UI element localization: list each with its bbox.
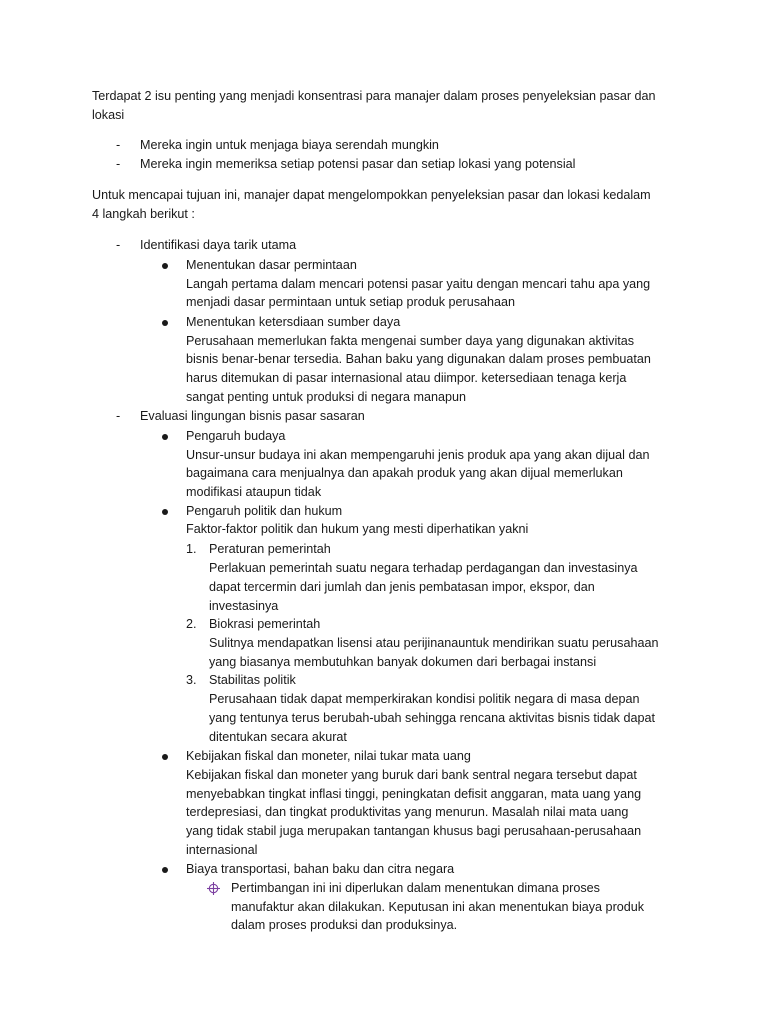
- para2-line-2: 4 langkah berikut :: [92, 207, 195, 221]
- step1-bullet2-title: Menentukan ketersdiaan sumber daya: [186, 315, 401, 329]
- step2-bullet3-text: Kebijakan fiskal dan moneter yang buruk dari bank sentral negara tersebut dapat: [186, 768, 637, 782]
- numbered-marker: 2.: [186, 617, 197, 631]
- sub-bullet-text: manufaktur akan dilakukan. Keputusan ini akan menentukan biaya produk: [231, 900, 645, 914]
- step2-bullet3-text: internasional: [186, 843, 258, 857]
- sub-bullet-text: dalam proses produksi dan produksinya.: [231, 918, 458, 932]
- step2-bullet1-title: Pengaruh budaya: [186, 429, 286, 443]
- numbered-item-text: investasinya: [209, 599, 279, 613]
- numbered-item-title: Biokrasi pemerintah: [209, 617, 321, 631]
- numbered-item-text: yang tentunya terus berubah-ubah sehingga rencana aktivitas bisnis tidak dapat: [209, 711, 655, 725]
- step2-bullet4-title: Biaya transportasi, bahan baku dan citra negara: [186, 862, 455, 876]
- intro-line-2: lokasi: [92, 108, 125, 122]
- dash-marker: -: [116, 238, 121, 252]
- numbered-item-title: Stabilitas politik: [209, 673, 296, 687]
- step2-bullet3-text: terdepresiasi, dan tingkat produktivitas yang menurun. Masalah nilai mata uang: [186, 805, 629, 819]
- numbered-item-text: yang biasanya membutuhkan banyak dokumen dari berbagai instansi: [209, 655, 597, 669]
- step2-bullet2-text: Faktor-faktor politik dan hukum yang mesti diperhatikan yakni: [186, 522, 529, 536]
- numbered-item-text: Perusahaan tidak dapat memperkirakan kondisi politik negara di masa depan: [209, 692, 640, 706]
- step2-bullet3-text: menyebabkan tingkat inflasi tinggi, peningkatan defisit anggaran, mata uang yang: [186, 787, 642, 801]
- step1-bullet2-text: bisnis benar-benar tersedia. Bahan baku yang digunakan dalam proses pembuatan: [186, 352, 651, 366]
- step1-title: Identifikasi daya tarik utama: [140, 238, 297, 252]
- step1-bullet1-text: Langah pertama dalam mencari potensi pasar yaitu dengan mencari tahu apa yang: [186, 277, 651, 291]
- step2-title: Evaluasi lingungan bisnis pasar sasaran: [140, 409, 365, 423]
- numbered-marker: 1.: [186, 542, 197, 556]
- numbered-item-text: Sulitnya mendapatkan lisensi atau perijinanauntuk mendirikan suatu perusahaan: [209, 636, 659, 650]
- step2-bullet1-text: modifikasi ataupun tidak: [186, 485, 322, 499]
- step1-bullet1-text: menjadi dasar permintaan untuk setiap produk perusahaan: [186, 295, 516, 309]
- numbered-item-text: Perlakuan pemerintah suatu negara terhadap perdagangan dan investasinya: [209, 561, 638, 575]
- numbered-marker: 3.: [186, 673, 197, 687]
- step2-bullet1-text: Unsur-unsur budaya ini akan mempengaruhi jenis produk apa yang akan dijual dan: [186, 448, 650, 462]
- issue-item-2: Mereka ingin memeriksa setiap potensi pasar dan setiap lokasi yang potensial: [140, 157, 576, 171]
- step2-bullet3-title: Kebijakan fiskal dan moneter, nilai tukar mata uang: [186, 749, 471, 763]
- step1-bullet2-text: Perusahaan memerlukan fakta mengenai sumber daya yang digunakan aktivitas: [186, 334, 635, 348]
- sub-bullet-text: Pertimbangan ini ini diperlukan dalam menentukan dimana proses: [231, 881, 600, 895]
- step2-bullet3-text: yang tidak stabil juga merupakan tantangan khusus bagi perusahaan-perusahaan: [186, 824, 642, 838]
- step2-bullet2-title: Pengaruh politik dan hukum: [186, 504, 343, 518]
- step1-bullet2-text: sangat penting untuk produksi di negara manapun: [186, 390, 467, 404]
- para2-line-1: Untuk mencapai tujuan ini, manajer dapat mengelompokkan penyeleksian pasar dan lokasi kedalam: [92, 188, 651, 202]
- dash-marker: -: [116, 157, 121, 171]
- dash-marker: -: [116, 409, 121, 423]
- step1-bullet2-text: harus ditemukan di pasar internasional atau diimpor. ketersediaan tenaga kerja: [186, 371, 627, 385]
- numbered-item-title: Peraturan pemerintah: [209, 542, 331, 556]
- step2-bullet1-text: bagaimana cara menjualnya dan apakah produk yang akan dijual memerlukan: [186, 466, 623, 480]
- step1-bullet1-title: Menentukan dasar permintaan: [186, 258, 357, 272]
- numbered-item-text: ditentukan secara akurat: [209, 730, 347, 744]
- numbered-item-text: dapat tercermin dari jumlah dan jenis pembatasan impor, ekspor, dan: [209, 580, 595, 594]
- issue-item-1: Mereka ingin untuk menjaga biaya serendah mungkin: [140, 138, 439, 152]
- dash-marker: -: [116, 138, 121, 152]
- intro-line-1: Terdapat 2 isu penting yang menjadi konsentrasi para manajer dalam proses penyeleksian pasar dan: [92, 89, 656, 103]
